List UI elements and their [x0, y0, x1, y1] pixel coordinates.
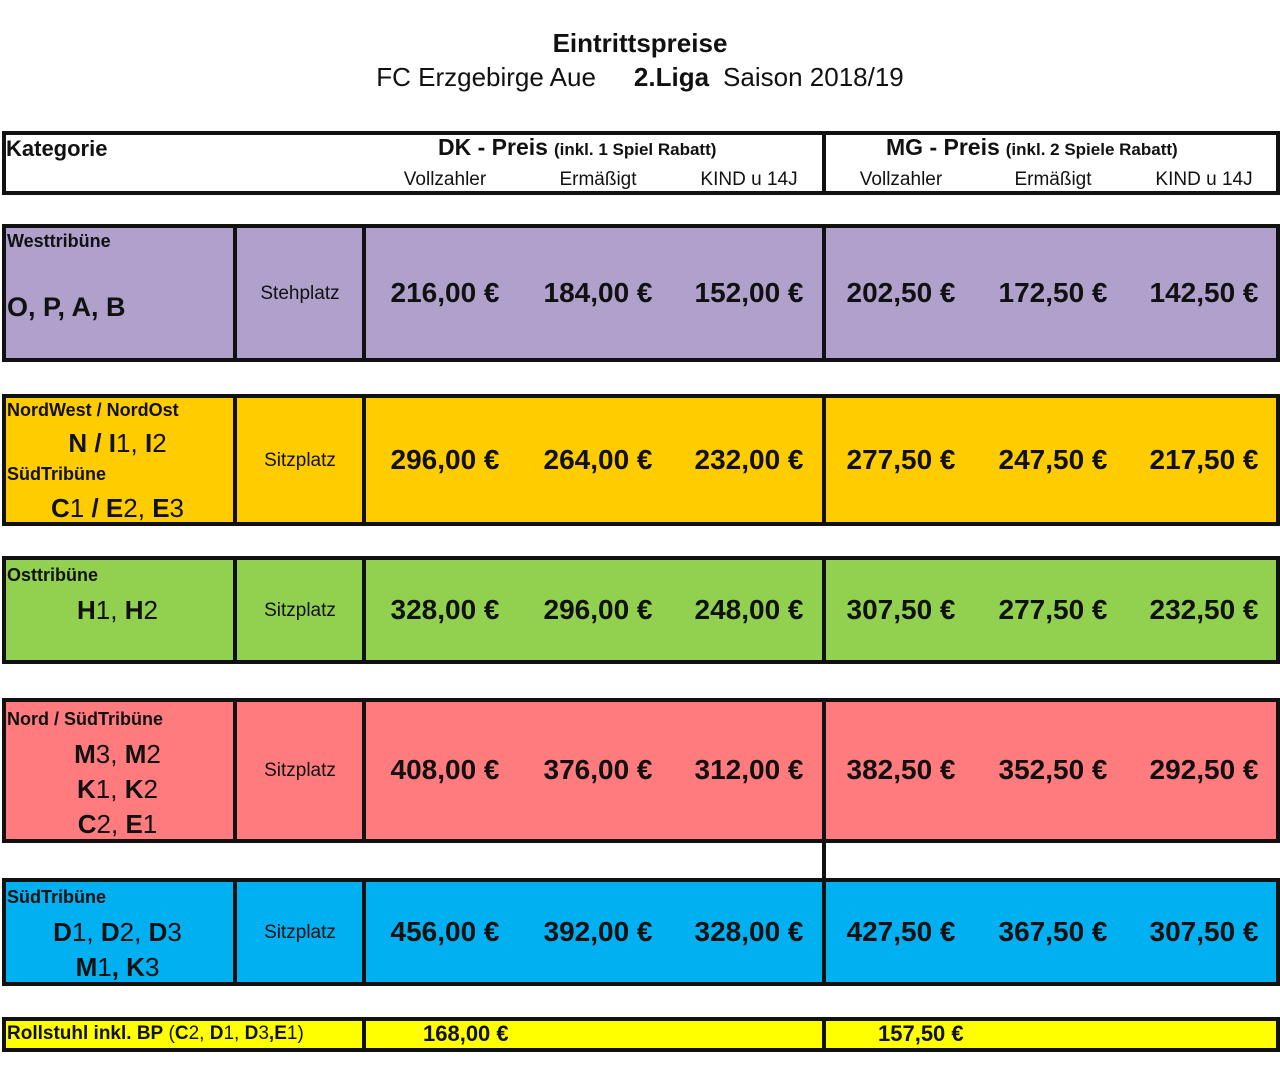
- price-dk-ermaessigt: 376,00 €: [543, 754, 653, 785]
- seat-type: Sitzplatz: [264, 922, 336, 943]
- season-label: Saison 2018/19: [723, 62, 904, 92]
- price-dk-kind: 152,00 €: [694, 277, 804, 308]
- col-header-vollzahler-mg: Vollzahler: [859, 169, 943, 190]
- price-mg-vollzahler: 277,50 €: [846, 444, 956, 475]
- price-mg-vollzahler: 307,50 €: [846, 594, 956, 625]
- col-header-ermaessigt: Ermäßigt: [559, 169, 637, 190]
- section-label-nordwest: NordWest / NordOst: [7, 400, 179, 420]
- price-mg-ermaessigt: 172,50 €: [998, 277, 1108, 308]
- section-label-nordsued: Nord / SüdTribüne: [7, 709, 163, 729]
- dk-title: DK - Preis: [438, 134, 548, 160]
- blocks-ost: H1, H2: [77, 595, 158, 625]
- col-header-ermaessigt-mg: Ermäßigt: [1014, 169, 1092, 190]
- seat-type: Stehplatz: [260, 283, 340, 304]
- kategorie-header: Kategorie: [6, 136, 108, 161]
- price-mg-ermaessigt: 352,50 €: [998, 754, 1108, 785]
- blocks-sued-mk: M1, K3: [75, 952, 160, 982]
- rollstuhl-label: Rollstuhl inkl. BP (C2, D1, D3,E1): [7, 1023, 304, 1044]
- divider: [822, 1017, 826, 1052]
- page-title: Eintrittspreise: [552, 28, 728, 58]
- section-label-sued: SüdTribüne: [7, 887, 106, 907]
- price-dk-kind: 312,00 €: [694, 754, 804, 785]
- seat-type: Sitzplatz: [264, 600, 336, 621]
- price-dk-vollzahler: 296,00 €: [390, 444, 500, 475]
- price-dk-vollzahler: 328,00 €: [390, 594, 500, 625]
- section-label-suedtribuene: SüdTribüne: [7, 464, 106, 484]
- price-dk-kind: 248,00 €: [694, 594, 804, 625]
- col-header-kind: KIND u 14J: [700, 169, 798, 190]
- price-mg-kind: 307,50 €: [1149, 916, 1259, 947]
- blocks-sued-c: C1 / E2, E3: [51, 493, 184, 523]
- rollstuhl-price-dk: 168,00 €: [423, 1021, 509, 1046]
- dk-price-header: [438, 134, 716, 161]
- price-mg-vollzahler: 202,50 €: [846, 277, 956, 308]
- price-dk-ermaessigt: 184,00 €: [543, 277, 653, 308]
- page-subtitle: [0, 62, 1280, 93]
- price-mg-ermaessigt: 247,50 €: [998, 444, 1108, 475]
- col-header-vollzahler: Vollzahler: [403, 169, 487, 190]
- price-mg-vollzahler: 382,50 €: [846, 754, 956, 785]
- mg-price-header: [886, 134, 1178, 161]
- blocks-west: O, P, A, B: [7, 292, 126, 322]
- dk-note: (inkl. 1 Spiel Rabatt): [553, 140, 717, 159]
- price-mg-kind: 292,50 €: [1149, 754, 1259, 785]
- blocks-nordwest: N / I1, I2: [68, 428, 167, 458]
- blocks-sued-d: D1, D2, D3: [53, 917, 182, 947]
- section-label-ost: Osttribüne: [7, 565, 99, 585]
- price-dk-vollzahler: 456,00 €: [390, 916, 500, 947]
- seat-type: Sitzplatz: [264, 450, 336, 471]
- price-mg-kind: 142,50 €: [1149, 277, 1259, 308]
- price-dk-ermaessigt: 392,00 €: [543, 916, 653, 947]
- price-dk-vollzahler: 216,00 €: [390, 277, 500, 308]
- mg-note: (inkl. 2 Spiele Rabatt): [1005, 140, 1178, 159]
- price-mg-kind: 232,50 €: [1149, 594, 1259, 625]
- section-label-west: Westtribüne: [7, 231, 111, 251]
- seat-type: Sitzplatz: [264, 760, 336, 781]
- rollstuhl-price-mg: 157,50 €: [878, 1021, 964, 1046]
- mg-title: MG - Preis: [886, 134, 1000, 160]
- blocks-nordsued-k: K1, K2: [77, 774, 158, 804]
- price-dk-ermaessigt: 264,00 €: [543, 444, 653, 475]
- divider: [822, 698, 826, 880]
- price-dk-vollzahler: 408,00 €: [390, 754, 500, 785]
- col-header-kind-mg: KIND u 14J: [1155, 169, 1253, 190]
- price-dk-ermaessigt: 296,00 €: [543, 594, 653, 625]
- price-mg-vollzahler: 427,50 €: [846, 916, 956, 947]
- price-dk-kind: 328,00 €: [694, 916, 804, 947]
- league-label: 2.Liga: [633, 62, 710, 92]
- price-dk-kind: 232,00 €: [694, 444, 804, 475]
- club-name: FC Erzgebirge Aue: [376, 62, 596, 92]
- price-mg-ermaessigt: 277,50 €: [998, 594, 1108, 625]
- blocks-nordsued-ce: C2, E1: [77, 809, 158, 839]
- divider: [362, 1017, 366, 1052]
- blocks-nordsued-m: M3, M2: [74, 739, 161, 769]
- price-mg-kind: 217,50 €: [1149, 444, 1259, 475]
- price-mg-ermaessigt: 367,50 €: [998, 916, 1108, 947]
